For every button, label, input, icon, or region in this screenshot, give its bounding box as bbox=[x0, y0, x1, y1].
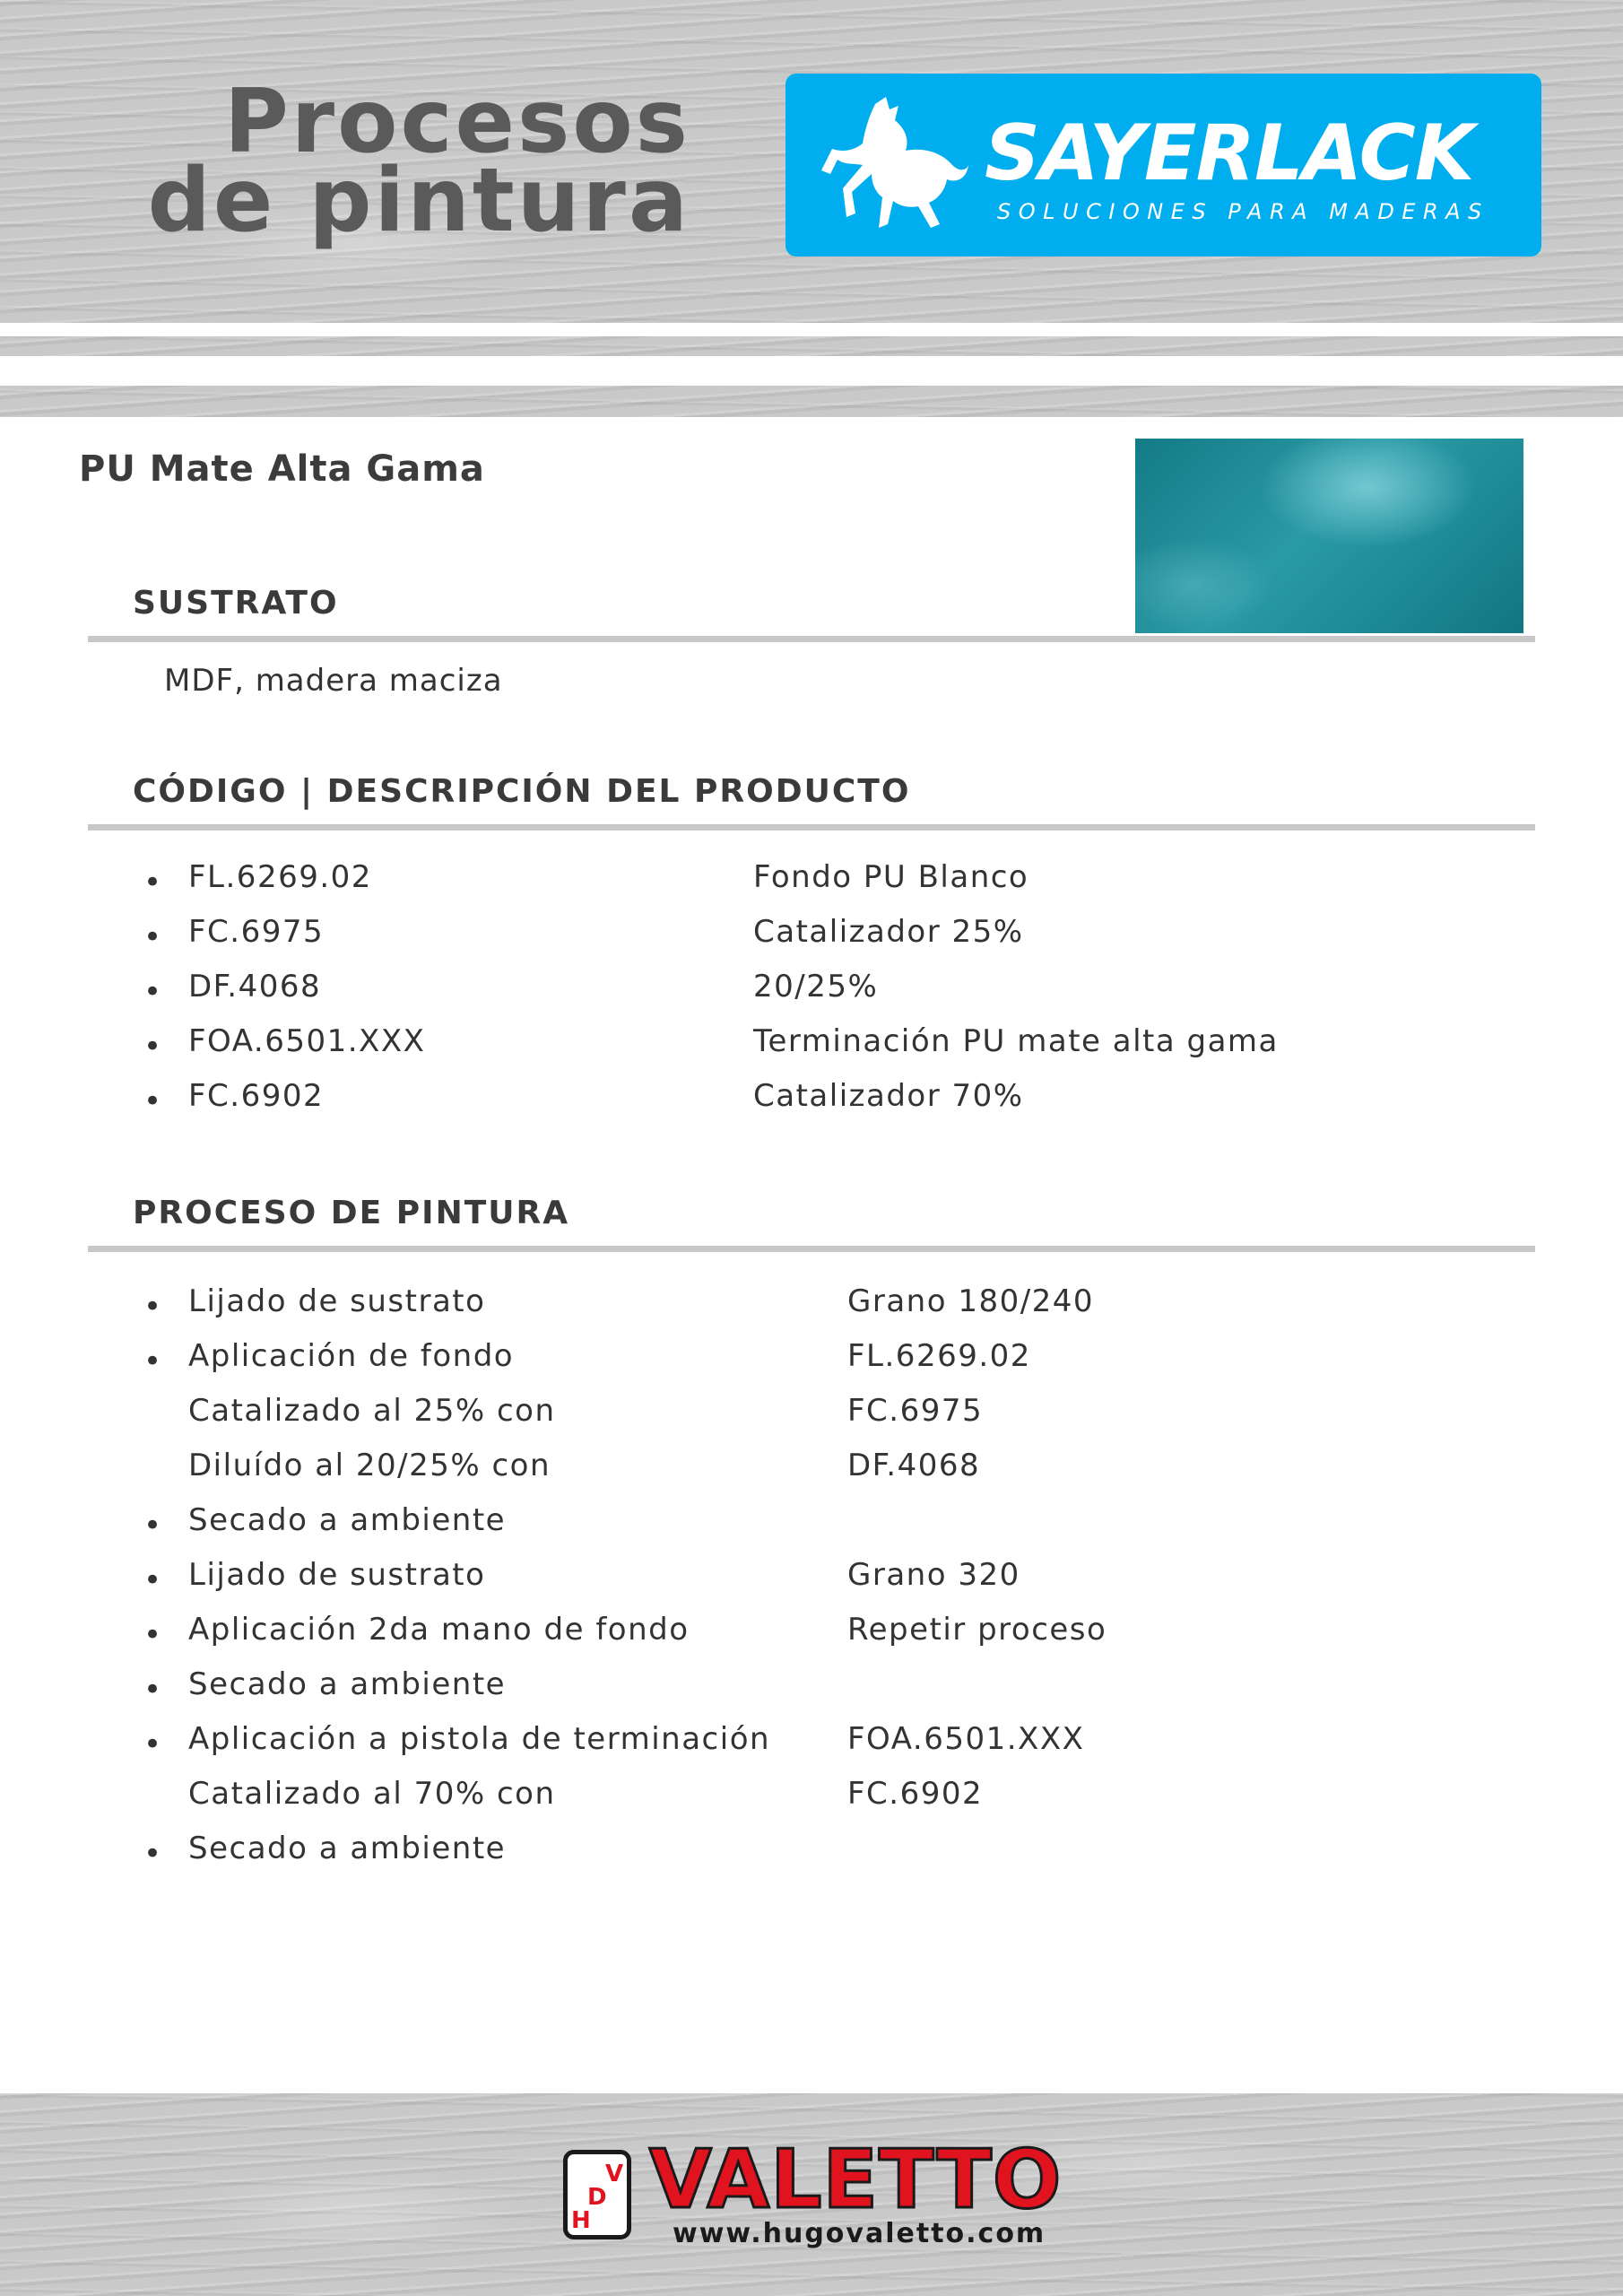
monogram-letter-d: D bbox=[587, 2184, 607, 2211]
valetto-logo bbox=[563, 2133, 1065, 2256]
bullet: • bbox=[143, 919, 162, 955]
product-description: Terminación PU mate alta gama bbox=[753, 1023, 1279, 1059]
footer-url[interactable]: www.hugovaletto.com bbox=[673, 2218, 1046, 2249]
product-code: FC.6902 bbox=[188, 1078, 325, 1114]
monogram-letter-h: H bbox=[571, 2207, 591, 2234]
list-item bbox=[0, 1280, 1623, 1334]
list-item bbox=[0, 1020, 1623, 1074]
list-item bbox=[0, 1335, 1623, 1388]
process-step: Secado a ambiente bbox=[188, 1666, 507, 1702]
product-description: Catalizador 70% bbox=[753, 1078, 1024, 1114]
list-item bbox=[0, 1499, 1623, 1552]
bullet: • bbox=[143, 1617, 162, 1653]
section-title-sustrato: SUSTRATO bbox=[133, 585, 339, 622]
list-item bbox=[0, 1074, 1623, 1128]
process-step: Aplicación a pistola de terminación bbox=[188, 1721, 771, 1757]
horse-icon bbox=[812, 93, 969, 237]
product-name: PU Mate Alta Gama bbox=[79, 448, 485, 490]
hdv-monogram-icon bbox=[563, 2150, 631, 2239]
sayerlack-wordmark: SAYERLACK bbox=[985, 109, 1474, 198]
valetto-wordmark: VALETTO bbox=[649, 2133, 1063, 2227]
process-detail: DF.4068 bbox=[847, 1448, 981, 1483]
process-step: Lijado de sustrato bbox=[188, 1283, 486, 1319]
process-step: Lijado de sustrato bbox=[188, 1557, 486, 1593]
section-divider bbox=[88, 824, 1535, 831]
process-detail: Grano 320 bbox=[847, 1557, 1020, 1593]
bullet: • bbox=[143, 865, 162, 900]
list-item bbox=[0, 1663, 1623, 1717]
list-item bbox=[0, 1772, 1623, 1826]
process-detail: FL.6269.02 bbox=[847, 1338, 1031, 1374]
list-item bbox=[0, 965, 1623, 1019]
bullet: • bbox=[143, 1672, 162, 1708]
product-description: 20/25% bbox=[753, 969, 879, 1004]
sustrato-text: MDF, madera maciza bbox=[164, 663, 503, 699]
process-step: Secado a ambiente bbox=[188, 1502, 507, 1538]
list-item bbox=[0, 1827, 1623, 1881]
process-step: Catalizado al 70% con bbox=[188, 1776, 556, 1812]
header-divider-strip bbox=[0, 356, 1623, 386]
page-title-line-1: Procesos bbox=[223, 71, 690, 173]
bullet: • bbox=[143, 1562, 162, 1598]
list-item bbox=[0, 856, 1623, 909]
process-step: Aplicación de fondo bbox=[188, 1338, 515, 1374]
product-code: FOA.6501.XXX bbox=[188, 1023, 426, 1059]
process-detail: Repetir proceso bbox=[847, 1612, 1107, 1648]
bullet: • bbox=[143, 1344, 162, 1379]
product-description: Catalizador 25% bbox=[753, 914, 1024, 950]
hdv-monogram-letters bbox=[568, 2154, 627, 2235]
list-item bbox=[0, 1553, 1623, 1607]
process-step: Catalizado al 25% con bbox=[188, 1393, 556, 1429]
process-detail: FOA.6501.XXX bbox=[847, 1721, 1085, 1757]
bullet: • bbox=[143, 1289, 162, 1325]
list-item bbox=[0, 1608, 1623, 1662]
process-detail: FC.6902 bbox=[847, 1776, 984, 1812]
list-item bbox=[0, 1389, 1623, 1443]
bullet: • bbox=[143, 1508, 162, 1544]
process-step: Aplicación 2da mano de fondo bbox=[188, 1612, 690, 1648]
bullet: • bbox=[143, 1836, 162, 1872]
product-code: FL.6269.02 bbox=[188, 859, 372, 895]
bullet: • bbox=[143, 1029, 162, 1065]
section-title-codigo: CÓDIGO | DESCRIPCIÓN DEL PRODUCTO bbox=[133, 773, 911, 810]
section-title-proceso: PROCESO DE PINTURA bbox=[133, 1195, 570, 1231]
list-item bbox=[0, 1718, 1623, 1771]
page-title-line-2: de pintura bbox=[147, 150, 690, 252]
sayerlack-logo bbox=[785, 74, 1541, 257]
list-item bbox=[0, 910, 1623, 964]
process-step: Diluído al 20/25% con bbox=[188, 1448, 551, 1483]
bullet: • bbox=[143, 1083, 162, 1119]
page-title bbox=[135, 71, 690, 252]
process-detail: FC.6975 bbox=[847, 1393, 984, 1429]
monogram-letter-v: V bbox=[605, 2161, 624, 2187]
header-divider-strip bbox=[0, 323, 1623, 336]
product-description: Fondo PU Blanco bbox=[753, 859, 1029, 895]
process-step: Secado a ambiente bbox=[188, 1831, 507, 1866]
section-divider bbox=[88, 1246, 1535, 1252]
section-divider bbox=[88, 636, 1535, 642]
list-item bbox=[0, 1444, 1623, 1498]
product-code: FC.6975 bbox=[188, 914, 325, 950]
process-detail: Grano 180/240 bbox=[847, 1283, 1095, 1319]
sayerlack-tagline: SOLUCIONES PARA MADERAS bbox=[997, 199, 1489, 224]
bullet: • bbox=[143, 974, 162, 1010]
color-swatch bbox=[1135, 439, 1523, 633]
bullet: • bbox=[143, 1726, 162, 1762]
product-code: DF.4068 bbox=[188, 969, 322, 1004]
